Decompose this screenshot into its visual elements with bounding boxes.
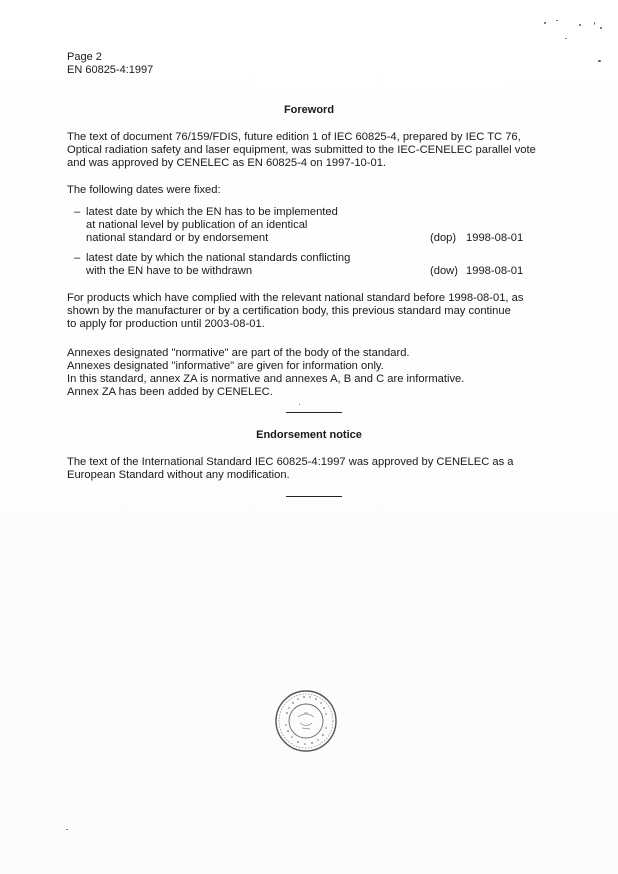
paragraph-line: The text of the International Standard IEC 60825-4:1997 was approved by CENELEC as a (67, 456, 514, 468)
scan-speck (594, 22, 595, 25)
list-item-line: with the EN have to be withdrawn (86, 265, 253, 277)
scan-speck (299, 404, 300, 405)
page-number: Page 2 (67, 51, 102, 63)
scan-speck (556, 20, 558, 21)
paragraph-line: Annex ZA has been added by CENELEC. (67, 386, 273, 398)
paragraph-line: Annexes designated "informative" are given for information only. (67, 360, 384, 372)
date-value: 1998-08-01 (466, 232, 524, 244)
date-code: (dow) (430, 265, 458, 277)
paragraph-line: and was approved by CENELEC as EN 60825-4 on 1997-10-01. (67, 157, 387, 169)
paragraph-line: Annexes designated "normative" are part of the body of the standard. (67, 347, 410, 359)
paragraph-line: European Standard without any modification. (67, 469, 290, 481)
dates-intro: The following dates were fixed: (67, 184, 221, 196)
document-reference: EN 60825-4:1997 (67, 64, 154, 76)
scan-speck (579, 24, 581, 26)
list-item-line: at national level by publication of an identical (86, 219, 308, 231)
section-divider (286, 412, 342, 413)
scan-speck (66, 829, 68, 830)
paragraph-line: For products which have complied with the relevant national standard before 1998-08-01, as (67, 292, 524, 304)
date-code: (dop) (430, 232, 457, 244)
scan-speck (544, 22, 546, 24)
scan-speck (565, 38, 567, 39)
list-bullet: – (74, 252, 81, 264)
list-bullet: – (74, 206, 81, 218)
paragraph-line: Optical radiation safety and laser equipment, was submitted to the IEC-CENELEC parallel vote (67, 144, 536, 156)
list-item-line: latest date by which the EN has to be implemented (86, 206, 338, 218)
scan-speck (600, 27, 602, 29)
scan-speck (598, 60, 601, 62)
endorsement-title: Endorsement notice (256, 429, 362, 441)
section-divider (286, 496, 342, 497)
paragraph-line: In this standard, annex ZA is normative and annexes A, B and C are informative. (67, 373, 465, 385)
date-value: 1998-08-01 (466, 265, 524, 277)
paragraph-line: to apply for production until 2003-08-01. (67, 318, 265, 330)
paragraph-line: shown by the manufacturer or by a certification body, this previous standard may continue (67, 305, 511, 317)
seal-stamp-icon (274, 689, 338, 753)
list-item-line: latest date by which the national standards conflicting (86, 252, 351, 264)
paragraph-line: The text of document 76/159/FDIS, future edition 1 of IEC 60825-4, prepared by IEC TC 76, (67, 131, 521, 143)
foreword-title: Foreword (283, 104, 335, 116)
list-item-line: national standard or by endorsement (86, 232, 269, 244)
